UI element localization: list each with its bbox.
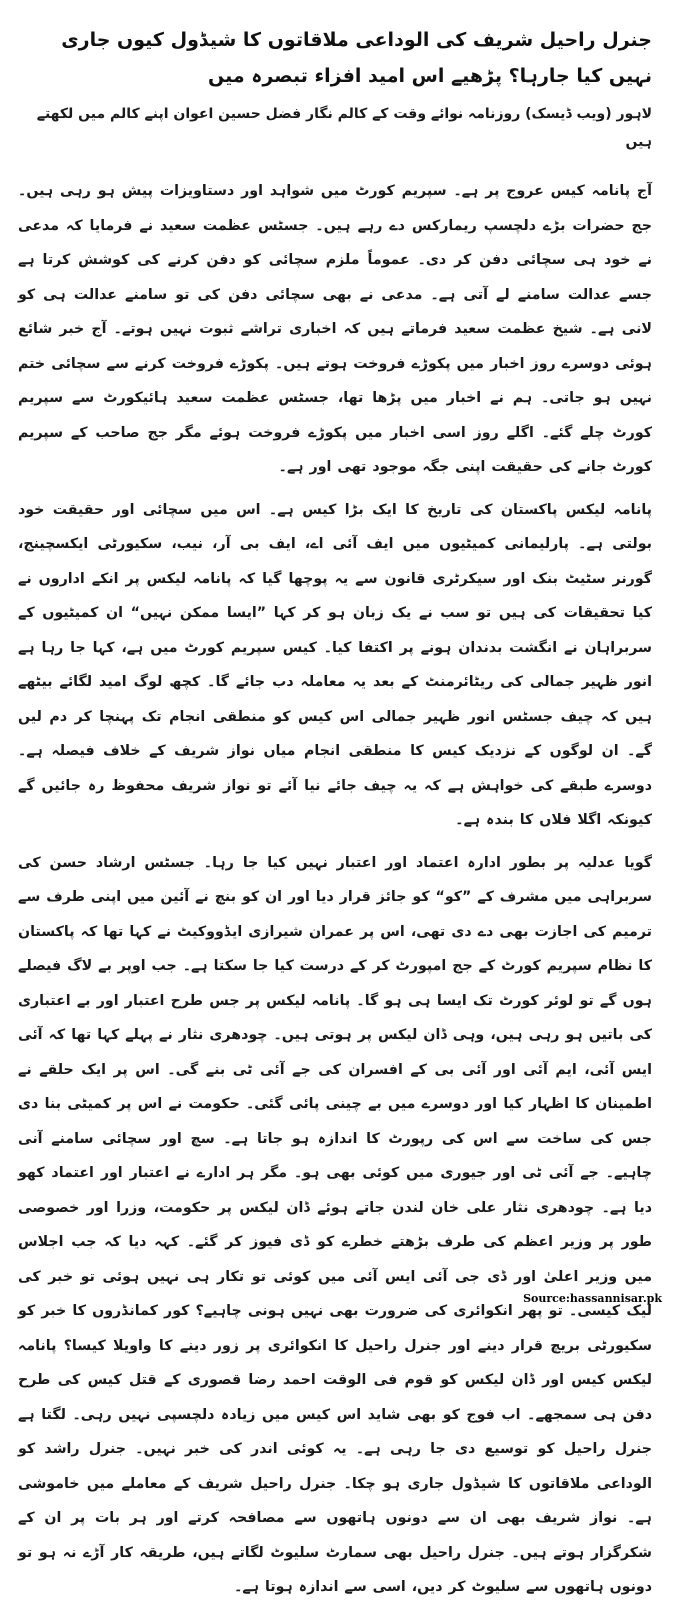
article-paragraph-3: گویا عدلیہ پر بطور ادارہ اعتماد اور اعتبار نہیں کیا جا رہا۔ جسٹس ارشاد حسن کی سربراہی میں مشرف کے ”کو“ کو جائز قرار دیا اور ان کو بنچ نے آئین میں اپنی طرف سے ترمیم کی اجازت بھی دے دی تھی، اس پر عمران شیرازی ایڈووکیٹ نے کہا تھا کہ پاکستان کا نظام سپریم کورٹ کے جج امپورٹ کر کے درست کیا جا سکتا ہے۔ جب اوپر بے لاگ فیصلے ہوں گے تو لوئر کورٹ تک ایسا ہی ہو گا۔ پانامہ لیکس پر جس طرح اعتبار اور بے اعتباری کی باتیں ہو رہی ہیں، وہی ڈان لیکس پر ہوتی ہیں۔ چودھری نثار نے پہلے کہا تھا کہ آئی ایس آئی، ایم آئی اور آئی بی کے افسران کی جے آئی ٹی بنے گی۔ اس پر ایک حلقے نے اطمینان کا اظہار کیا اور دوسرے میں بے چینی پائی گئی۔ حکومت نے اس پر کمیٹی بنا دی جس کی ساخت سے اس کی رپورٹ کا اندازہ ہو جاتا ہے۔ سچ اور سچائی سامنے آنی چاہیے۔ جے آئی ٹی اور جیوری میں کوئی بھی ہو۔ مگر ہر ادارے نے اعتبار اور اعتماد کھو دیا ہے۔ چودھری نثار علی خان لندن جاتے ہوئے ڈان لیکس پر حکومت، وزرا اور خصوصی طور پر وزیر اعظم کی طرف بڑھتے خطرے کو ڈی فیوز کر گئے۔ کہہ دیا کہ جب اجلاس میں وزیر اعلیٰ اور ڈی جی آئی ایس آئی میں کوئی تو تکار ہی نہیں ہوئی تو خبر کی لیک کیسی۔ تو پھر انکوائری کی ضرورت بھی نہیں ہونی چاہیے؟ کور کمانڈروں کا خبر کو سکیورٹی بریچ قرار دینے اور جنرل راحیل کا انکوائری پر زور دینے کا واویلا کیسا؟ پانامہ لیکس کیس اور ڈان لیکس کو قوم فی الوقت احمد رضا قصوری کے قتل کیس کی طرح دفن ہی سمجھے۔ اب فوج کو بھی شاید اس کیس میں زیادہ دلچسپی نہیں رہی۔ لگتا ہے جنرل راحیل کو توسیع دی جا رہی ہے۔ یہ کوئی اندر کی خبر نہیں۔ جنرل راشد کو الوداعی ملاقاتوں کا شیڈول جاری ہو چکا۔ جنرل راحیل شریف کے معاملے میں خاموشی ہے۔ نواز شریف بھی ان سے دونوں ہاتھوں سے مصافحہ کرتے اور ہر بات پر ان کے شکرگزار ہوتے ہیں۔ جنرل راحیل بھی سمارٹ سلیوٹ لگاتے ہیں، طریقہ کار آڑے نہ ہو تو دونوں ہاتھوں سے سلیوٹ کر دیں، اسی سے اندازہ ہوتا ہے۔ <box>18 854 652 1595</box>
article-paragraph-2: پانامہ لیکس پاکستان کی تاریخ کا ایک بڑا کیس ہے۔ اس میں سچائی اور حقیقت خود بولتی ہے۔ پارلیمانی کمیٹیوں میں ایف آئی اے، ایف بی آر، نیب، سکیورٹی ایکسچینج، گورنر سٹیٹ بنک اور سیکرٹری قانون سے یہ پوچھا گیا کہ پانامہ لیکس پر انکے اداروں نے کیا تحقیقات کی ہیں تو سب نے یک زبان ہو کر کہا ”ایسا ممکن نہیں“ ان کمیٹیوں کے سربراہان نے انگشت بدندان ہونے پر اکتفا کیا۔ کیس سپریم کورٹ میں ہے، کہا جا رہا ہے انور ظہیر جمالی کی ریٹائرمنٹ کے بعد یہ معاملہ دب جائے گا۔ کچھ لوگ امید لگائے بیٹھے ہیں کہ چیف جسٹس انور ظہیر جمالی اس کیس کو منطقی انجام تک پہنچا کر دم لیں گے۔ ان لوگوں کے نزدیک کیس کا منطقی انجام میاں نواز شریف کے خلاف فیصلہ ہے۔ دوسرے طبقے کی خواہش ہے کہ یہ چیف جائے نیا آئے تو نواز شریف محفوظ رہ جائیں گے کیونکہ اگلا فلاں کا بندہ ہے۔ <box>18 501 652 828</box>
article-paragraph-1: آج پانامہ کیس عروج پر ہے۔ سپریم کورٹ میں شواہد اور دستاویزات پیش ہو رہی ہیں۔ جج حضرات بڑے دلچسپ ریمارکس دے رہے ہیں۔ جسٹس عظمت سعید نے فرمایا کہ مدعی نے خود ہی سچائی دفن کر دی۔ عموماً ملزم سچائی کو دفن کرنے کی کوشش کرتا ہے جسے عدالت سامنے لے آتی ہے۔ مدعی نے بھی سچائی دفن کی تو سامنے عدالت ہی کو لانی ہے۔ شیخ عظمت سعید فرماتے ہیں کہ اخباری تراشے ثبوت نہیں ہوتے۔ آج خبر شائع ہوئی دوسرے روز اخبار میں پکوڑے فروخت ہوتے ہیں۔ پکوڑے فروخت کرنے سے سچائی ختم نہیں ہو جاتی۔ ہم نے اخبار میں پڑھا تھا، جسٹس عظمت سعید ہائیکورٹ سے سپریم کورٹ چلے گئے۔ اگلے روز اسی اخبار میں پکوڑے فروخت ہوئے مگر جج صاحب کے سپریم کورٹ جانے کی حقیقت اپنی جگہ موجود تھی اور ہے۔ <box>18 183 652 475</box>
source-credit: Source:hassannisar.pk <box>523 1292 662 1305</box>
article-dateline: لاہور (ویب ڈیسک) روزنامہ نوائے وقت کے کالم نگار فضل حسین اعوان اپنے کالم میں لکھتے ہیں <box>36 106 652 150</box>
article-headline: جنرل راحیل شریف کی الوداعی ملاقاتوں کا شیڈول کیوں جاری نہیں کیا جارہا؟ پڑھیے اس امید افزاء تبصرہ میں <box>61 29 652 87</box>
